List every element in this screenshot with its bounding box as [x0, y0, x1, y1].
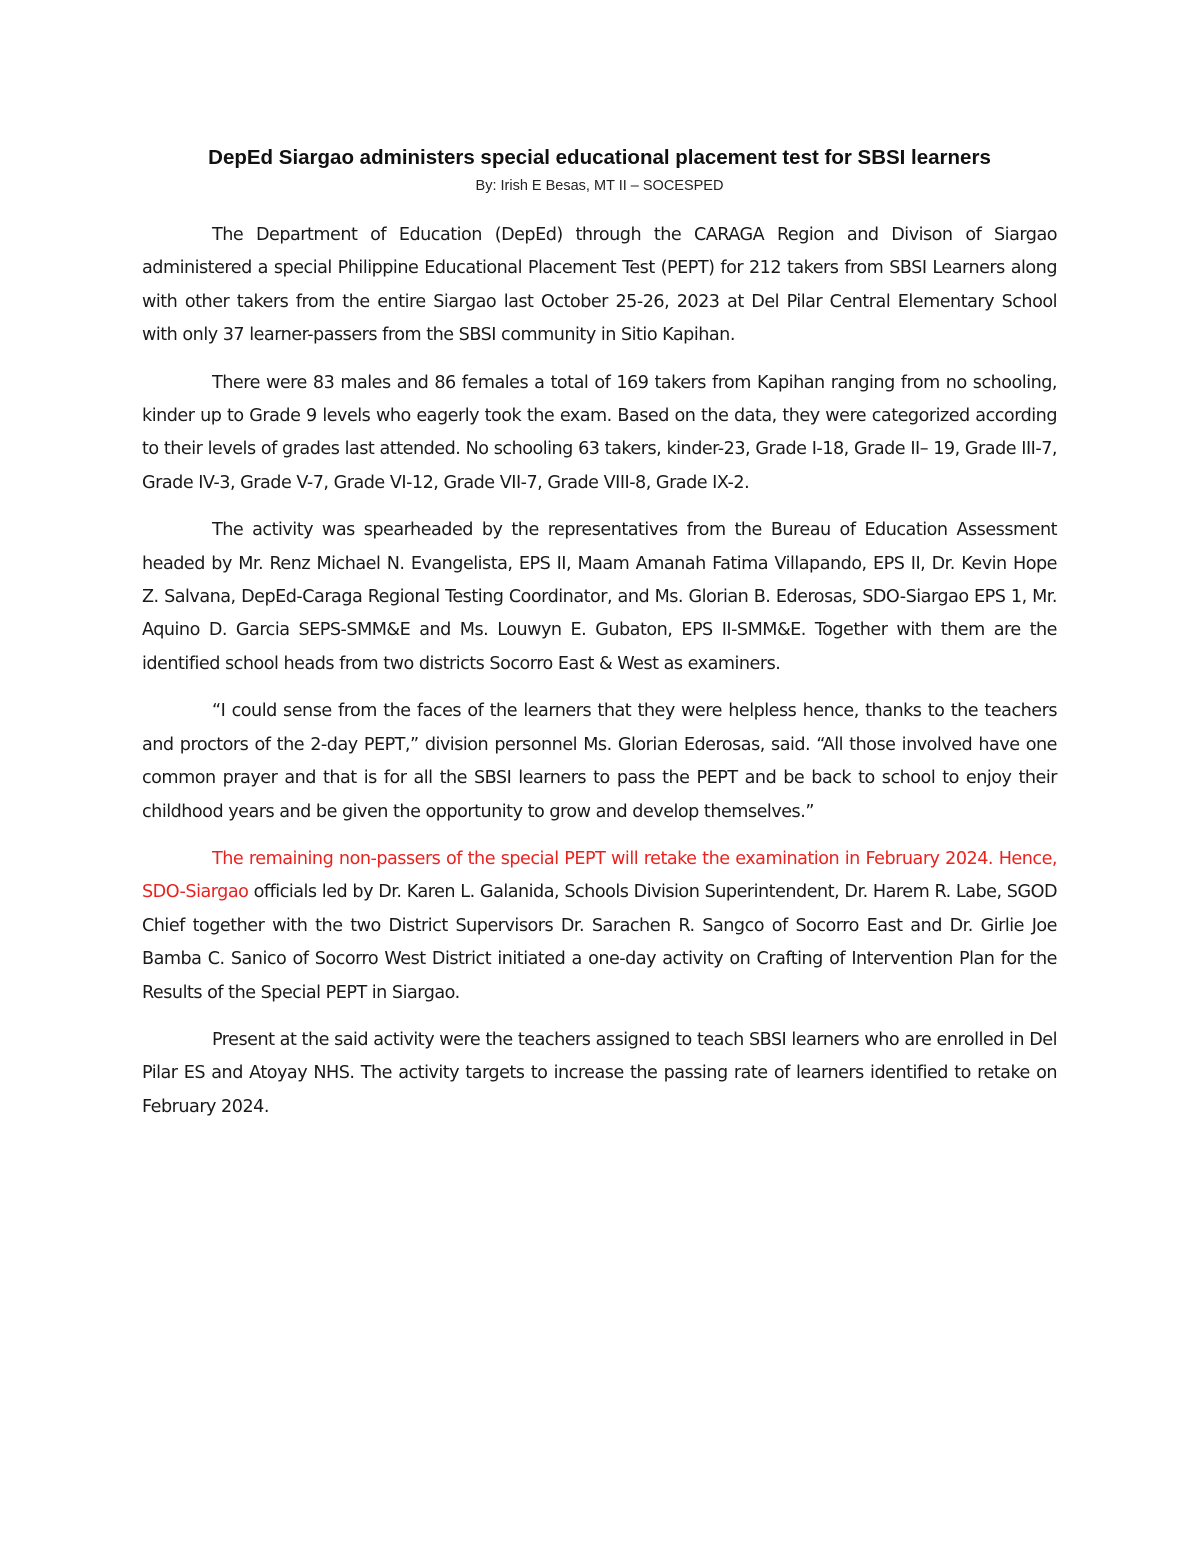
article-byline: By: Irish E Besas, MT II – SOCESPED — [475, 178, 724, 194]
paragraph-6: Present at the said activity were the teachers assigned to teach SBSI learners who are enrolled in Del Pilar ES and Atoyay NHS. The activity targets to increase the passing rate of learners identified to retake on February 2024. — [142, 1029, 1057, 1117]
paragraph-3: The activity was spearheaded by the representatives from the Bureau of Education Assessment headed by Mr. Renz Michael N. Evangelista, EPS II, Maam Amanah Fatima Villapando, EPS II, Dr. Kevin Hope Z. Salvana, DepEd-Caraga Regional Testing Coordinator, and Ms. Glorian B. Ederosas, SDO-Siargao EPS 1, Mr. Aquino D. Garcia SEPS-SMM&E and Ms. Louwyn E. Gubaton, EPS II-SMM&E. Together with them are the identified school heads from two districts Socorro East & West as examiners. — [142, 520, 1057, 674]
paragraph-4-quote: “I could sense from the faces of the learners that they were helpless hence, thanks to the teachers and proctors of the 2-day PEPT,” division personnel Ms. Glorian Ederosas, said. “All those involved have one common prayer and that is for all the SBSI learners to pass the PEPT and be back to school to enjoy their childhood years and be given the opportunity to grow and develop themselves.” — [142, 701, 1057, 822]
document-page — [142, 143, 1057, 1124]
paragraph-5-text: officials led by Dr. Karen L. Galanida, Schools Division Superintendent, Dr. Harem R. Labe, SGOD Chief together with the two District Supervisors Dr. Sarachen R. Sangco of Socorro East and Dr. Girlie Joe Bamba C. Sanico of Socorro West District initiated a one-day activity on Crafting of Intervention Plan for the Results of the Special PEPT in Siargao. — [142, 882, 1057, 1003]
paragraph-5 — [142, 843, 1057, 1010]
paragraph-5-highlighted-text: The remaining non-passers of the special PEPT will retake the examination in February 2024. Hence, SDO-Siargao — [142, 848, 1057, 903]
paragraph-1: The Department of Education (DepEd) through the CARAGA Region and Divison of Siargao administered a special Philippine Educational Placement Test (PEPT) for 212 takers from SBSI Learners along with other takers from the entire Siargao last October 25-26, 2023 at Del Pilar Central Elementary School with only 37 learner-passers from the SBSI community in Sitio Kapihan. — [142, 225, 1057, 346]
article-title: DepEd Siargao administers special educational placement test for SBSI learners — [208, 146, 991, 169]
paragraph-2: There were 83 males and 86 females a total of 169 takers from Kapihan ranging from no schooling, kinder up to Grade 9 levels who eagerly took the exam. Based on the data, they were categorized according to their levels of grades last attended. No schooling 63 takers, kinder-23, Grade I-18, Grade II– 19, Grade III-7, Grade IV-3, Grade V-7, Grade VI-12, Grade VII-7, Grade VIII-8, Grade IX-2. — [142, 372, 1057, 493]
